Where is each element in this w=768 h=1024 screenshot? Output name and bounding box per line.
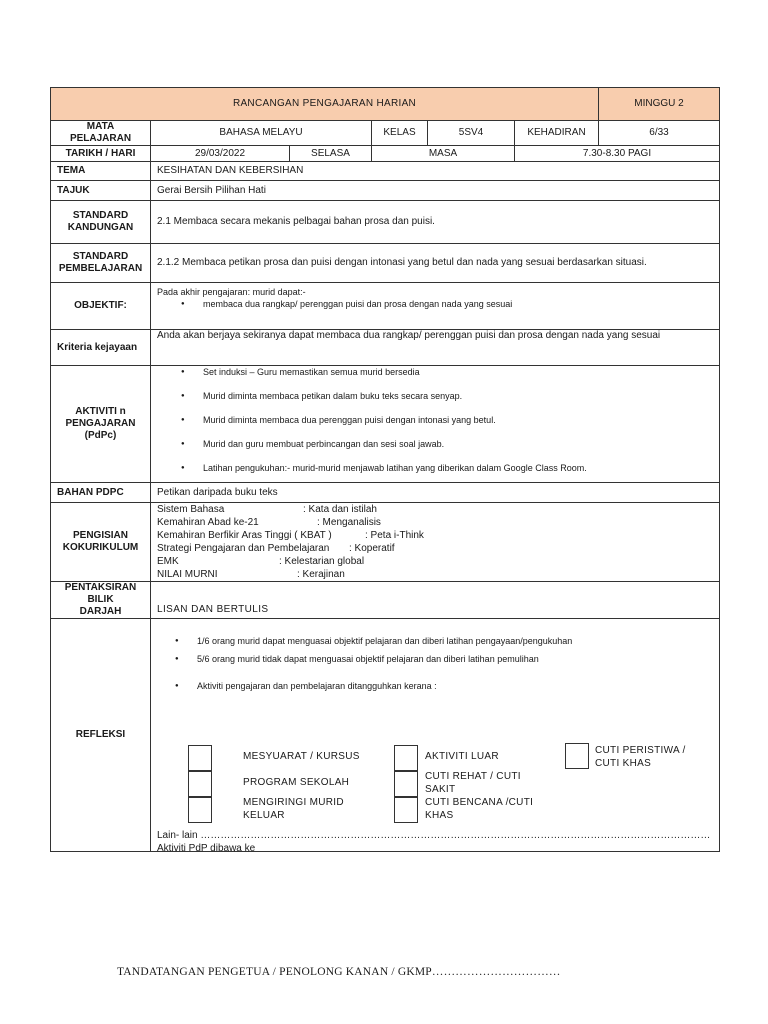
refleksi-list: [151, 635, 711, 692]
header-row: [51, 88, 720, 121]
cuti-rehat-option-line-2: SAKIT: [425, 784, 456, 795]
kokurikulum-value: : Menganalisis: [317, 517, 381, 528]
program-option-label: PROGRAM SEKOLAH: [243, 777, 350, 788]
cuti-bencana-option-line-2: KHAS: [425, 810, 454, 821]
standard-kandungan-value: 2.1 Membaca secara mekanis pelbagai bahan prosa dan puisi.: [151, 201, 720, 244]
time-label: MASA: [372, 146, 515, 162]
refleksi-label: REFLEKSI: [51, 619, 151, 852]
aktiviti-luar-option-label: AKTIVITI LUAR: [425, 751, 499, 762]
mengiringi-option-line-1: MENGIRINGI MURID: [243, 797, 344, 808]
mengiringi-checkbox[interactable]: [188, 797, 212, 823]
kriteria-label: Kriteria kejayaan: [51, 330, 151, 366]
standard-pembelajaran-label: [51, 244, 151, 283]
standard-kandungan-label-1: STANDARD: [72, 210, 129, 221]
refleksi-row: [51, 619, 720, 852]
attendance-label: KEHADIRAN: [515, 121, 599, 146]
cuti-rehat-option-line-1: CUTI REHAT / CUTI: [425, 771, 521, 782]
lesson-plan-table: [50, 87, 720, 852]
kokurikulum-line: [157, 516, 713, 529]
objektif-row: [51, 283, 720, 330]
date-row: [51, 146, 720, 162]
kriteria-row: [51, 330, 720, 366]
objektif-item: ● membaca dua rangkap/ perenggan puisi dan prosa dengan nada yang sesuai: [157, 298, 713, 310]
signature-dots: ……………………………: [431, 966, 561, 978]
bahan-row: [51, 483, 720, 503]
kokurikulum-line: [157, 555, 713, 568]
pentaksiran-row: [51, 582, 720, 619]
aktiviti-label-3: (PdPc): [84, 430, 117, 441]
mengiringi-option-label: [243, 796, 344, 822]
subject-row: [51, 121, 720, 146]
aktiviti-row: [51, 366, 720, 483]
pengisian-row: [51, 503, 720, 582]
time-value: 7.30-8.30 PAGI: [515, 146, 720, 162]
signature-label: TANDATANGAN PENGETUA / PENOLONG KANAN / GKMP: [117, 966, 432, 978]
tajuk-label: TAJUK: [51, 181, 151, 201]
cuti-peristiwa-option-line-1: CUTI PERISTIWA /: [595, 745, 686, 756]
kokurikulum-line: [157, 542, 713, 555]
standard-kandungan-row: [51, 201, 720, 244]
kokurikulum-value: : Peta i-Think: [365, 530, 424, 541]
pentaksiran-label-2: DARJAH: [79, 606, 122, 617]
refleksi-item: ● 1/6 orang murid dapat menguasai objektif pelajaran dan diberi latihan pengayaan/pengukuhan: [151, 635, 711, 647]
refleksi-item: ● 5/6 orang murid tidak dapat menguasai objektif pelajaran dan diberi latihan pemulihan: [151, 653, 711, 665]
kokurikulum-line: [157, 568, 713, 581]
tema-label: TEMA: [51, 162, 151, 181]
kokurikulum-key: Kemahiran Abad ke-21: [157, 517, 259, 528]
pengisian-content: [151, 503, 720, 582]
aktiviti-item: ● Murid dan guru membuat perbincangan dan sesi soal jawab.: [157, 438, 713, 450]
kokurikulum-key: Sistem Bahasa: [157, 504, 225, 515]
kokurikulum-value: : Kata dan istilah: [303, 504, 377, 515]
kokurikulum-value: : Koperatif: [349, 543, 395, 554]
cuti-peristiwa-option-line-2: CUTI KHAS: [595, 758, 652, 769]
program-checkbox[interactable]: [188, 771, 212, 797]
kokurikulum-key: Strategi Pengajaran dan Pembelajaran: [157, 543, 330, 554]
aktiviti-item: ● Set induksi – Guru memastikan semua murid bersedia: [157, 366, 713, 378]
day-value: SELASA: [290, 146, 372, 162]
week-label: MINGGU 2: [599, 88, 720, 121]
aktiviti-item: ● Latihan pengukuhan:- murid-murid menjawab latihan yang diberikan dalam Google Class Room.: [157, 462, 713, 474]
pengisian-label-1: PENGISIAN: [72, 530, 128, 541]
cuti-peristiwa-checkbox[interactable]: [565, 743, 589, 769]
attendance-value: 6/33: [599, 121, 720, 146]
tema-value: KESIHATAN DAN KEBERSIHAN: [151, 162, 720, 181]
refleksi-content: [151, 619, 720, 852]
date-label: TARIKH / HARI: [51, 146, 151, 162]
kokurikulum-key: NILAI MURNI: [157, 569, 218, 580]
standard-kandungan-label: [51, 201, 151, 244]
pengisian-label-2: KOKURIKULUM: [62, 542, 139, 553]
class-label: KELAS: [372, 121, 428, 146]
standard-pembelajaran-value: 2.1.2 Membaca petikan prosa dan puisi dengan intonasi yang betul dan nada yang sesuai berdasarkan situasi.: [151, 244, 720, 283]
pentaksiran-label-1: PENTAKSIRAN BILIK: [64, 582, 137, 605]
objektif-list: [157, 298, 713, 310]
subject-value: BAHASA MELAYU: [151, 121, 372, 146]
aktiviti-item: ● Murid diminta membaca dua perenggan puisi dengan intonasi yang betul.: [157, 414, 713, 426]
pentaksiran-value: LISAN DAN BERTULIS: [151, 582, 720, 619]
cuti-peristiwa-option-label: [595, 744, 686, 770]
aktiviti-luar-checkbox[interactable]: [394, 745, 418, 771]
mesyuarat-checkbox[interactable]: [188, 745, 212, 771]
cuti-bencana-checkbox[interactable]: [394, 797, 418, 823]
dibawa-line: Aktiviti PdP dibawa ke: [157, 843, 256, 854]
objektif-label: OBJEKTIF:: [51, 283, 151, 330]
aktiviti-label-1: AKTIVITI n: [75, 406, 126, 417]
aktiviti-content: [151, 366, 720, 483]
mesyuarat-option-label: MESYUARAT / KURSUS: [243, 751, 360, 762]
date-value: 29/03/2022: [151, 146, 290, 162]
pengisian-label: [51, 503, 151, 582]
kriteria-value: Anda akan berjaya sekiranya dapat membaca dua rangkap/ perenggan puisi dan prosa dengan nada yang sesuai: [151, 330, 720, 366]
tajuk-value: Gerai Bersih Pilihan Hati: [151, 181, 720, 201]
kokurikulum-key: EMK: [157, 556, 179, 567]
kokurikulum-value: : Kelestarian global: [279, 556, 365, 567]
class-value: 5SV4: [428, 121, 515, 146]
cuti-rehat-option-label: [425, 770, 521, 796]
standard-pembelajaran-label-2: PEMBELAJARAN: [58, 263, 143, 274]
standard-kandungan-label-2: KANDUNGAN: [67, 222, 134, 233]
subject-label: MATA PELAJARAN: [51, 121, 151, 146]
kokurikulum-value: : Kerajinan: [297, 569, 345, 580]
cuti-rehat-checkbox[interactable]: [394, 771, 418, 797]
aktiviti-label-2: PENGAJARAN: [65, 418, 136, 429]
mengiringi-option-line-2: KELUAR: [243, 810, 285, 821]
standard-pembelajaran-row: [51, 244, 720, 283]
lain-lain-line: Lain- lain ………………………………………………………………………………………………………………………………………: [157, 830, 711, 841]
cuti-bencana-option-line-1: CUTI BENCANA /CUTI: [425, 797, 534, 808]
kokurikulum-key: Kemahiran Berfikir Aras Tinggi ( KBAT ): [157, 530, 332, 541]
tajuk-row: [51, 181, 720, 201]
tema-row: [51, 162, 720, 181]
objektif-intro: Pada akhir pengajaran: murid dapat:-: [157, 287, 306, 297]
signature-line: [117, 966, 561, 978]
bahan-value: Petikan daripada buku teks: [151, 483, 720, 503]
aktiviti-item: ● Murid diminta membaca petikan dalam buku teks secara senyap.: [157, 390, 713, 402]
aktiviti-list: [157, 366, 713, 474]
bahan-label: BAHAN PDPC: [51, 483, 151, 503]
standard-pembelajaran-label-1: STANDARD: [72, 251, 129, 262]
kokurikulum-line: [157, 503, 713, 516]
kokurikulum-line: [157, 529, 713, 542]
page-title: RANCANGAN PENGAJARAN HARIAN: [51, 88, 599, 121]
objektif-content: [151, 283, 720, 330]
refleksi-item: ● Aktiviti pengajaran dan pembelajaran ditangguhkan kerana :: [151, 680, 711, 692]
aktiviti-label: [51, 366, 151, 483]
cuti-bencana-option-label: [425, 796, 533, 822]
pentaksiran-label: [51, 582, 151, 619]
